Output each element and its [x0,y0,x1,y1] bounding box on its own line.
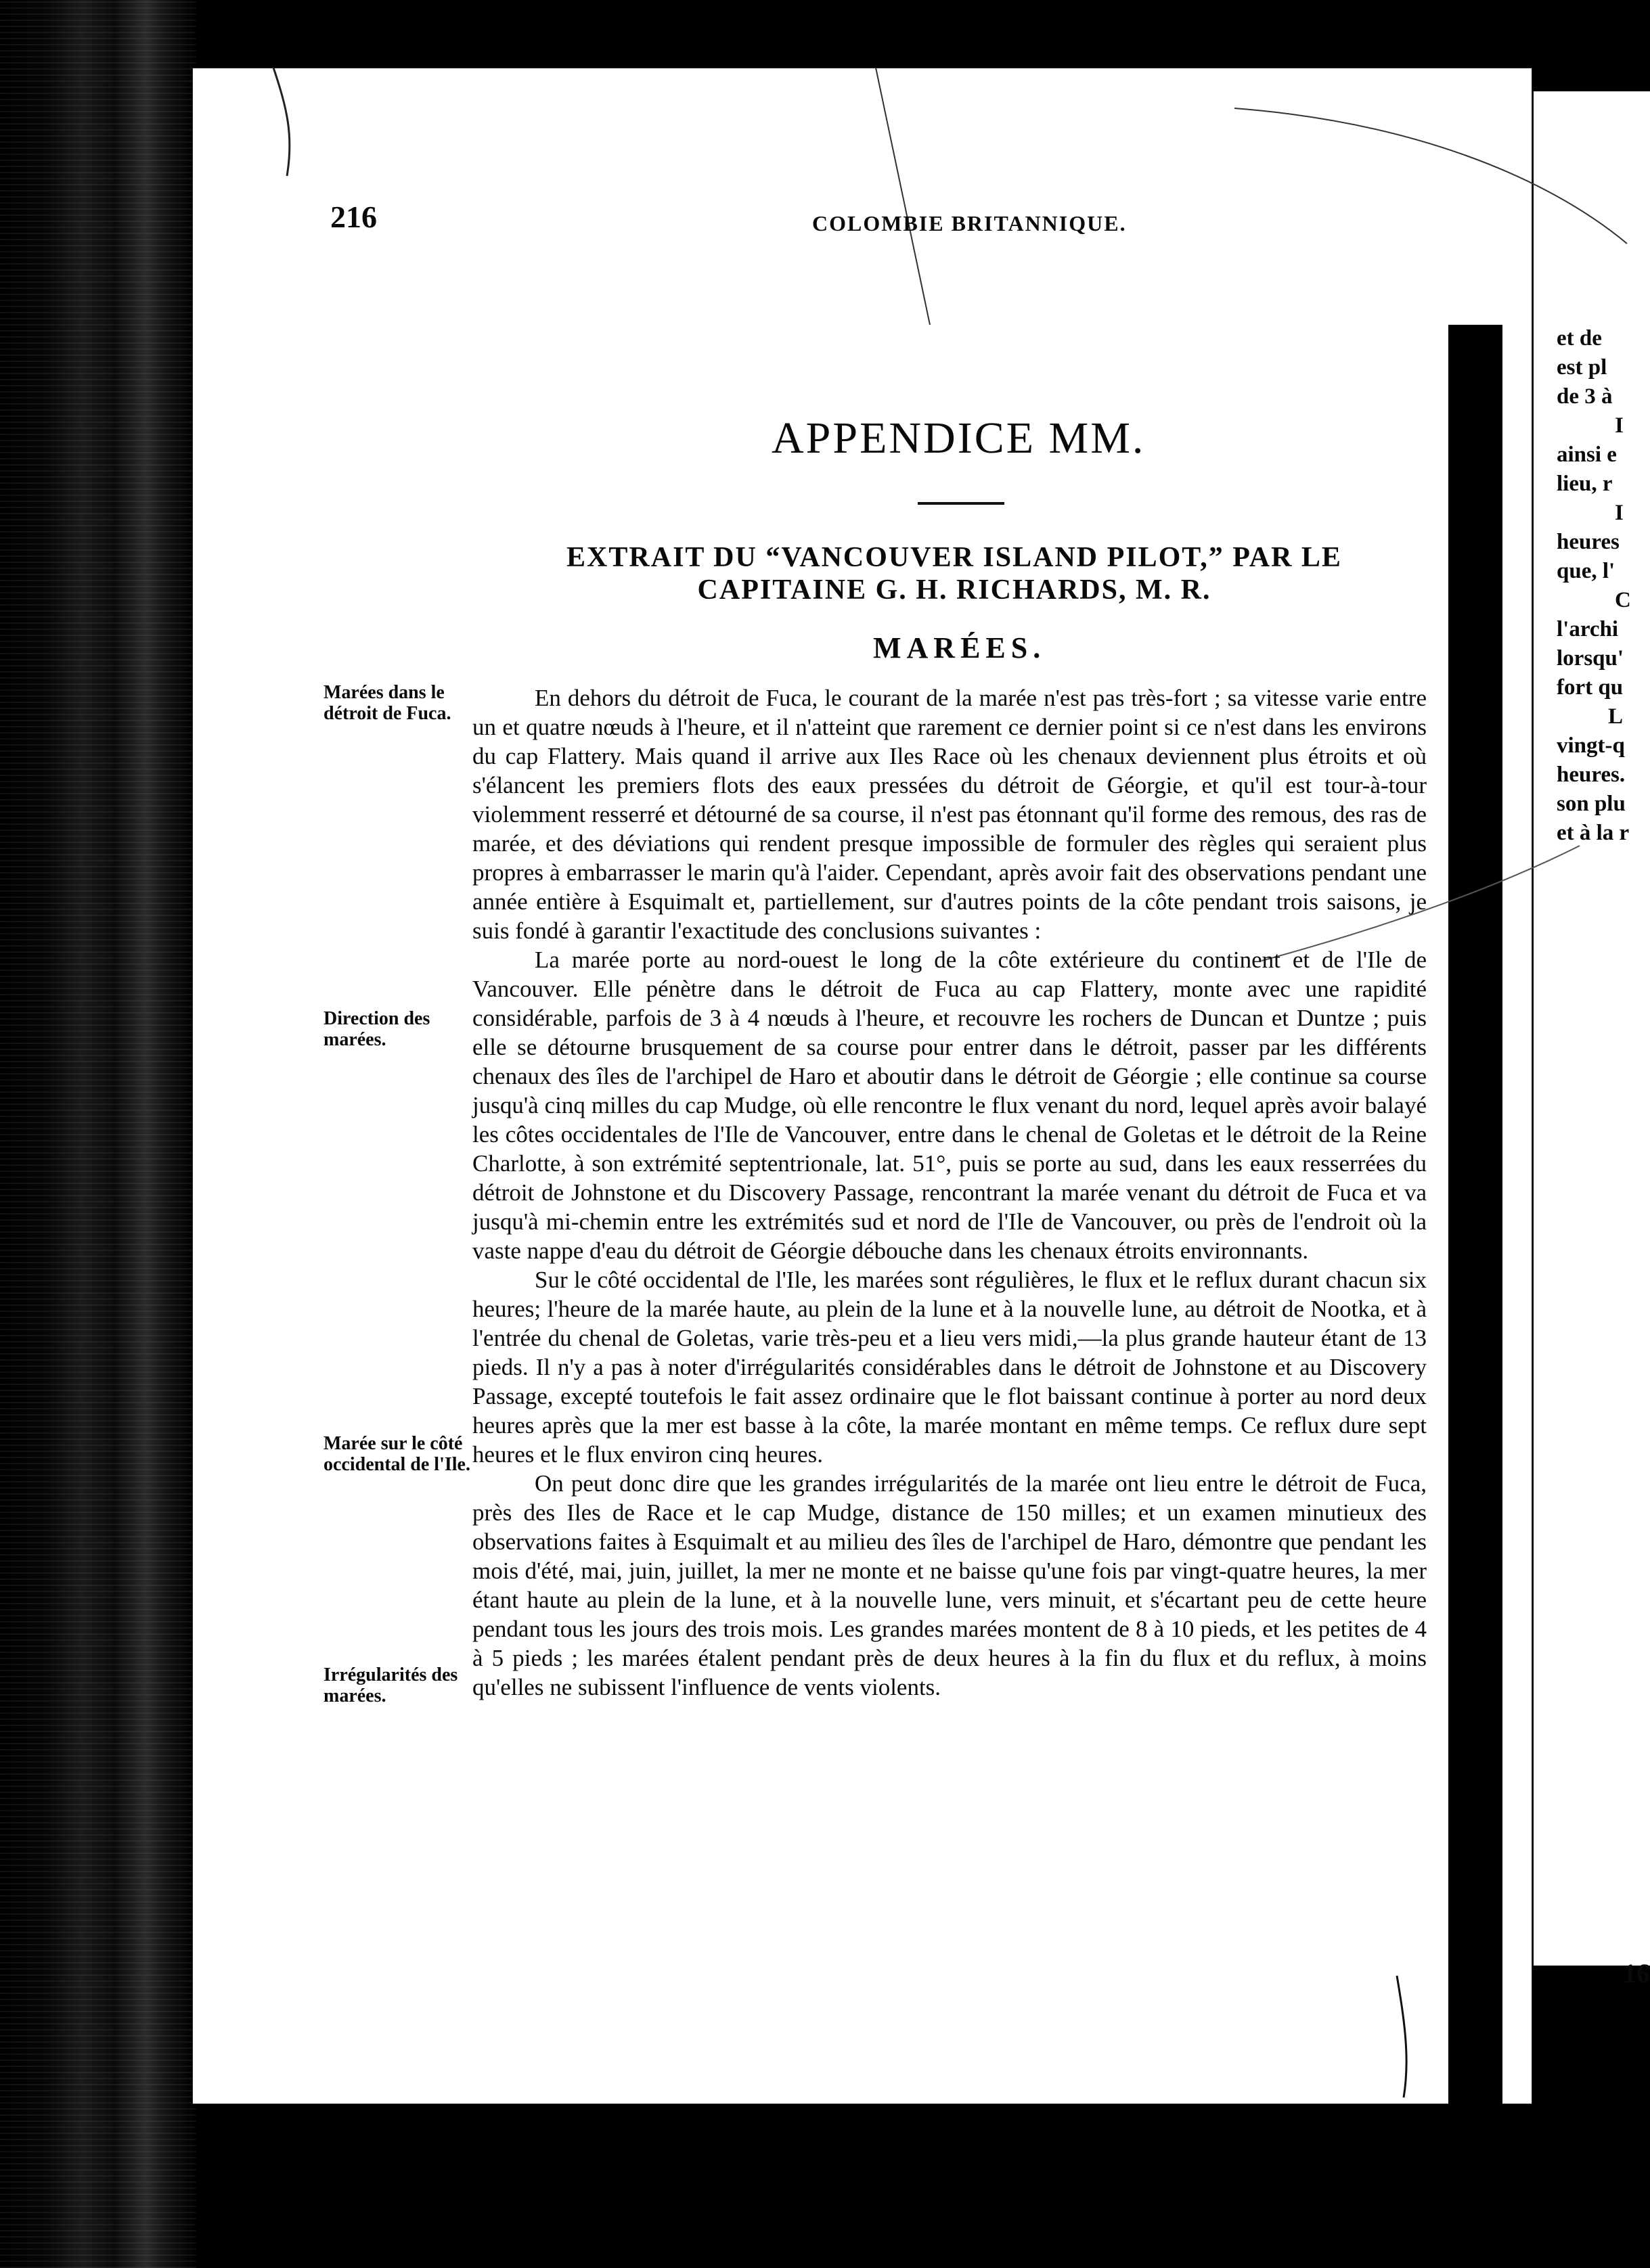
paragraph: En dehors du détroit de Fuca, le courant de la marée n'est pas très-fort ; sa vitesse varie entre un et quatre nœuds à l'heure, et il n'atteint que rarement ce dernier point si ce n'est dans les environs du cap Flattery. Mais quand il arrive aux Iles Race où les chenaux deviennent plus étroits et où s'élancent les premiers flots des eaux pressées du détroit de Géorgie, et qu'il est tour-à-tour violemment resserré et détourné de sa course, il n'est pas étonnant qu'il forme des remous, des ras de marée, et des déviations qui rendent presque impossible de formuler des règles qui seraient plus propres à embarrasser le marin qu'à l'aider. Cependant, après avoir fait des observations pendant une année entière à Esquimalt et, partiellement, sur d'autres points de la côte pendant trois saisons, je suis fondé à garantir l'exactitude des conclusions suivantes : [472,685,1427,944]
paragraph: La marée porte au nord-ouest le long de la côte extérieure du continent et de l'Ile de Vancouver. Elle pénètre dans le détroit de Fuca au cap Flattery, monte avec une rapidité considérable, parfois de 3 à 4 nœuds à l'heure, et recouvre les rochers de Duncan et Duntze ; puis elle se détourne brusquement de sa course pour entrer dans le détroit, passer par les différents chenaux des îles de l'archipel de Haro et aboutir dans le détroit de Géorgie ; elle continue sa course jusqu'à cinq milles du cap Mudge, où elle rencontre le flux venant du nord, lequel après avoir balayé les côtes occidentales de l'Ile de Vancouver, entre dans le chenal de Goletas et le détroit de la Reine Charlotte, à son extrémité septentrionale, lat. 51°, puis se porte au sud, dans les eaux resserrées du détroit de Johnstone et du Discovery Passage, rencontrant la marée venant du détroit de Fuca et va jusqu'à mi-chemin entre les extrémités sud et nord de l'Ile de Vancouver, ou près de l'endroit où la vaste nappe d'eau du détroit de Géorgie débouche dans les chenaux étroits environnants. [472,947,1427,1264]
appendix-title: APPENDICE MM. [772,413,1146,463]
next-page-line: de 3 à [1557,384,1613,409]
next-page-line: lieu, r [1557,472,1613,496]
margin-note: Marée sur le côté occidental de l'Ile. [324,1433,470,1475]
next-page-number: 16 [1623,1958,1650,1989]
next-page-line: I [1615,501,1624,525]
next-page-line: heures [1557,530,1620,554]
next-page-line: et de [1557,326,1602,350]
next-page-line: est pl [1557,355,1607,380]
title-rule [918,502,1004,505]
next-page-line: lorsqu' [1557,646,1624,671]
next-page-line: L [1608,704,1624,729]
extract-title: EXTRAIT DU “VANCOUVER ISLAND PILOT,” PAR LE CAPITAINE G. H. RICHARDS, M. R. [566,542,1342,606]
paragraph: Sur le côté occidental de l'Ile, les marées sont régulières, le flux et le reflux durant chacun six heures; l'heure de la marée haute, au plein de la lune et à la nouvelle lune, au détroit de Nootka, et à l'entrée du chenal de Goletas, varie très-peu et a lieu vers midi,—la plus grande hauteur étant de 13 pieds. Il n'y a pas à noter d'irrégularités considérables dans le détroit de Johnstone et au Discovery Passage, excepté toutefois le fait assez ordinaire que le flot baissant continue à porter au nord deux heures après que la mer est basse à la côte, la marée montant en même temps. Ce reflux dure sept heures et le flux environ cinq heures. [472,1267,1427,1468]
next-page-line: fort qu [1557,675,1624,700]
running-head: COLOMBIE BRITANNIQUE. [812,211,1127,235]
body-text [472,683,1427,1702]
margin-note: Direction des marées. [324,1008,430,1050]
page-number: 216 [330,200,377,234]
margin-note: Marées dans le détroit de Fuca. [324,682,451,724]
next-page-line: heures. [1557,763,1626,787]
margin-note: Irrégularités des marées. [324,1664,458,1706]
next-page-line: que, l' [1557,559,1615,583]
next-page-line: C [1615,588,1631,612]
next-page-line: I [1615,413,1624,438]
next-page-line: vingt-q [1557,733,1625,758]
next-page-line: et à la r [1557,821,1630,845]
next-page-line: l'archi [1557,617,1619,641]
paragraph: On peut donc dire que les grandes irrégularités de la marée ont lieu entre le détroit de Fuca, près des Iles de Race et le cap Mudge, distance de 150 milles; et un examen minutieux des observations faites à Esquimalt et au milieu des îles de l'archipel de Haro, démontre que pendant les mois d'été, mai, juin, juillet, la mer ne monte et ne baisse qu'une fois par vingt-quatre heures, la mer étant haute au plein de la lune, et à la nouvelle lune, vers minuit, et s'écartant peu de cette heure pendant tous les jours des trois mois. Les grandes marées montent de 8 à 10 pieds, et les petites de 4 à 5 pieds ; les marées étalent pendant près de deux heures à la fin du flux et du reflux, à moins qu'elles ne subissent l'influence de vents violents. [472,1470,1427,1700]
next-page-line: ainsi e [1557,443,1617,467]
next-page-line: son plu [1557,792,1626,816]
section-heading: MARÉES. [873,631,1046,664]
binding-edge [0,0,196,2268]
